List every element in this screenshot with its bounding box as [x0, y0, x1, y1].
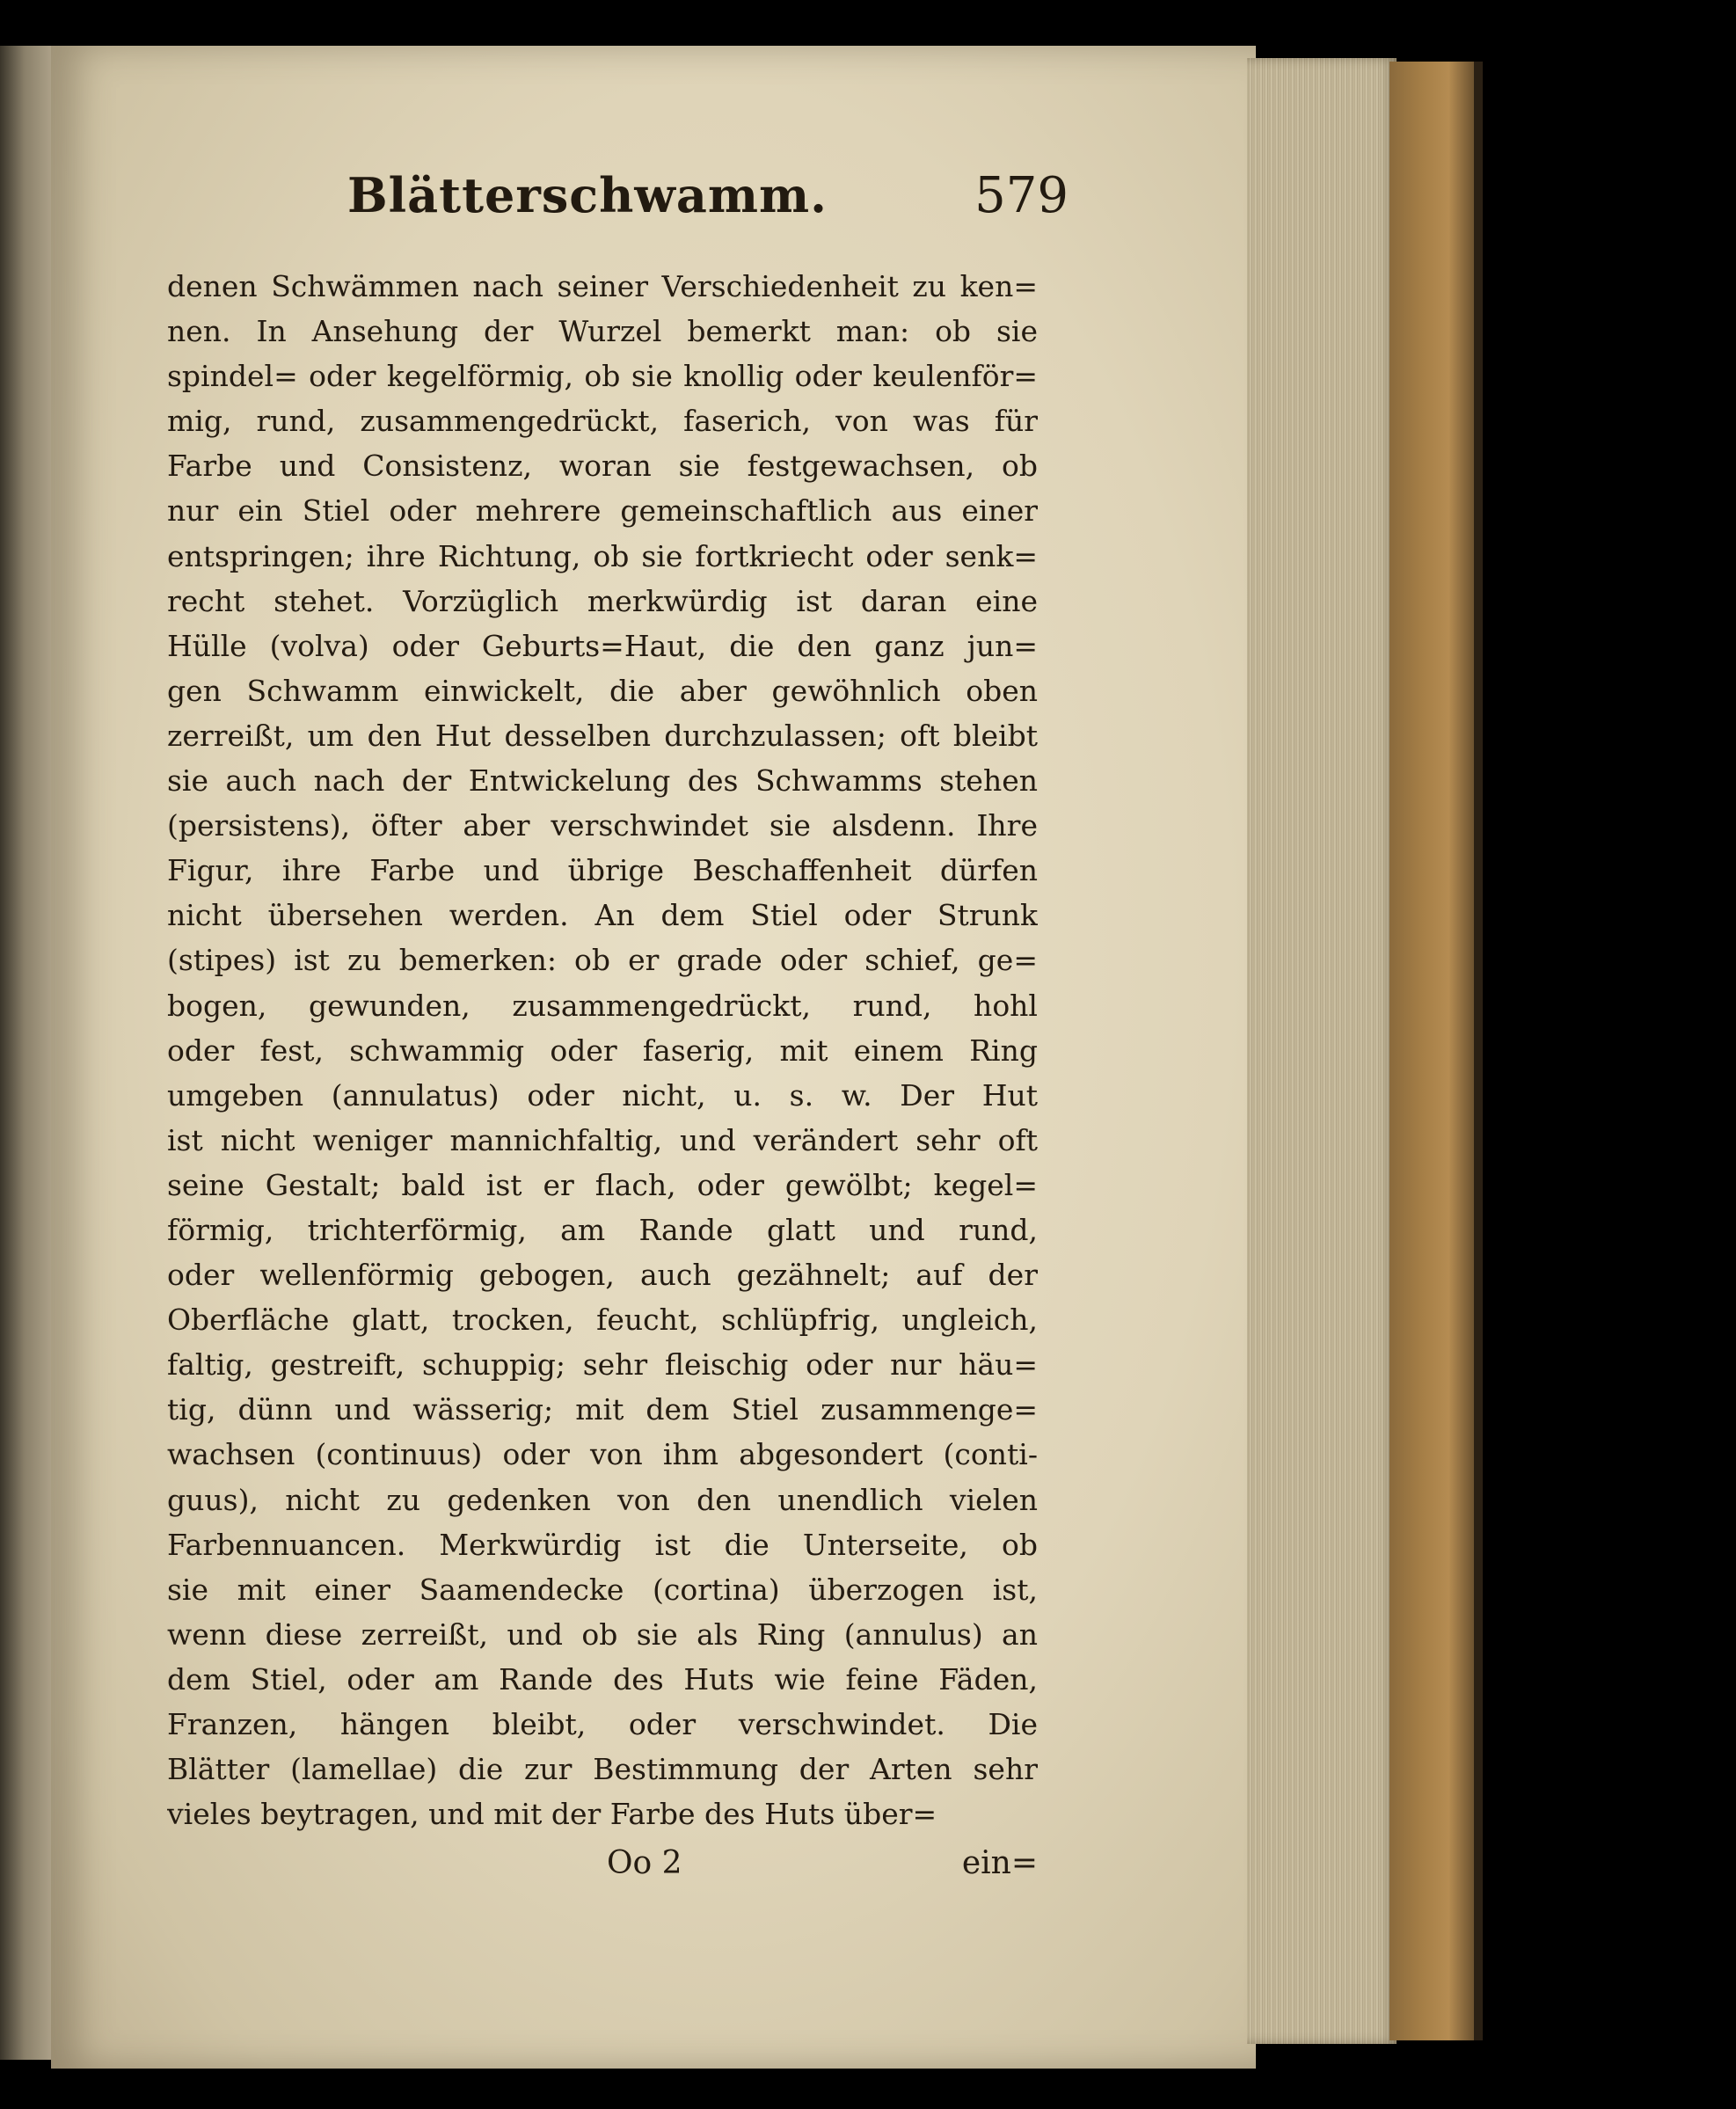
signature-mark: Oo 2 — [607, 1845, 682, 1881]
text-line: (stipes) ist zu bemerken: ob er grade oder schief, ge= — [167, 943, 1038, 978]
text-line: bogen, gewunden, zusammengedrückt, rund, hohl — [167, 988, 1038, 1023]
text-line: sie auch nach der Entwickelung des Schwamms stehen — [167, 763, 1038, 799]
text-line: oder wellenförmig gebogen, auch gezähnelt; auf der — [167, 1258, 1038, 1293]
text-line: sie mit einer Saamendecke (cortina) überzogen ist, — [167, 1572, 1038, 1607]
text-line: umgeben (annulatus) oder nicht, u. s. w. Der Hut — [167, 1077, 1038, 1113]
text-line: oder fest, schwammig oder faserig, mit einem Ring — [167, 1033, 1038, 1068]
text-line: Blätter (lamellae) die zur Bestimmung der Arten sehr — [167, 1752, 1038, 1787]
text-line: wenn diese zerreißt, und ob sie als Ring (annulus) an — [167, 1616, 1038, 1652]
page-footer — [167, 1845, 1038, 1891]
text-line: förmig, trichterförmig, am Rande glatt und rund, — [167, 1212, 1038, 1247]
text-line: dem Stiel, oder am Rande des Huts wie feine Fäden, — [167, 1661, 1038, 1697]
text-line: Farbennuancen. Merkwürdig ist die Unterseite, ob — [167, 1527, 1038, 1562]
text-line: recht stehet. Vorzüglich merkwürdig ist daran eine — [167, 583, 1038, 618]
page-header — [347, 167, 1069, 246]
text-line: tig, dünn und wässerig; mit dem Stiel zusammenge= — [167, 1392, 1038, 1427]
text-line: (persistens), öfter aber verschwindet sie alsdenn. Ihre — [167, 808, 1038, 843]
text-line: entspringen; ihre Richtung, ob sie fortkriecht oder senk= — [167, 538, 1038, 573]
text-line: Figur, ihre Farbe und übrige Beschaffenheit dürfen — [167, 853, 1038, 888]
text-line: denen Schwämmen nach seiner Verschiedenheit zu ken= — [167, 269, 1038, 303]
text-line: Oberfläche glatt, trocken, feucht, schlüpfrig, ungleich, — [167, 1303, 1038, 1338]
body-text — [167, 264, 1038, 1836]
cover-edge — [1474, 62, 1483, 2040]
text-line: gen Schwamm einwickelt, die aber gewöhnlich oben — [167, 673, 1038, 708]
text-line: vieles beytragen, und mit der Farbe des Huts über= — [167, 1797, 937, 1832]
text-line: nen. In Ansehung der Wurzel bemerkt man: ob sie — [167, 314, 1038, 349]
text-line: nicht übersehen werden. An dem Stiel oder Strunk — [167, 898, 1038, 933]
text-line: guus), nicht zu gedenken von den unendlich vielen — [167, 1482, 1038, 1517]
text-line: Hülle (volva) oder Geburts=Haut, die den ganz jun= — [167, 628, 1038, 663]
text-line: seine Gestalt; bald ist er flach, oder gewölbt; kegel= — [167, 1167, 1038, 1202]
text-line: faltig, gestreift, schuppig; sehr fleischig oder nur häu= — [167, 1347, 1038, 1383]
book-cover — [1390, 62, 1474, 2040]
text-line: zerreißt, um den Hut desselben durchzulassen; oft bleibt — [167, 718, 1038, 753]
text-line: nur ein Stiel oder mehrere gemeinschaftlich aus einer — [167, 493, 1038, 529]
text-line: Franzen, hängen bleibt, oder verschwindet. Die — [167, 1707, 1038, 1741]
text-line: spindel= oder kegelförmig, ob sie knollig oder keulenför= — [167, 359, 1038, 394]
text-line: ist nicht weniger mannichfaltig, und verändert sehr oft — [167, 1122, 1038, 1157]
catchword: ein= — [961, 1845, 1038, 1881]
text-line: Farbe und Consistenz, woran sie festgewachsen, ob — [167, 449, 1038, 484]
running-head: Blätterschwamm. — [347, 167, 828, 223]
page-block-edges — [1247, 58, 1397, 2044]
text-line: mig, rund, zusammengedrückt, faserich, von was für — [167, 404, 1038, 439]
text-line: wachsen (continuus) oder von ihm abgesondert (conti- — [167, 1437, 1038, 1472]
page-number: 579 — [974, 167, 1069, 224]
